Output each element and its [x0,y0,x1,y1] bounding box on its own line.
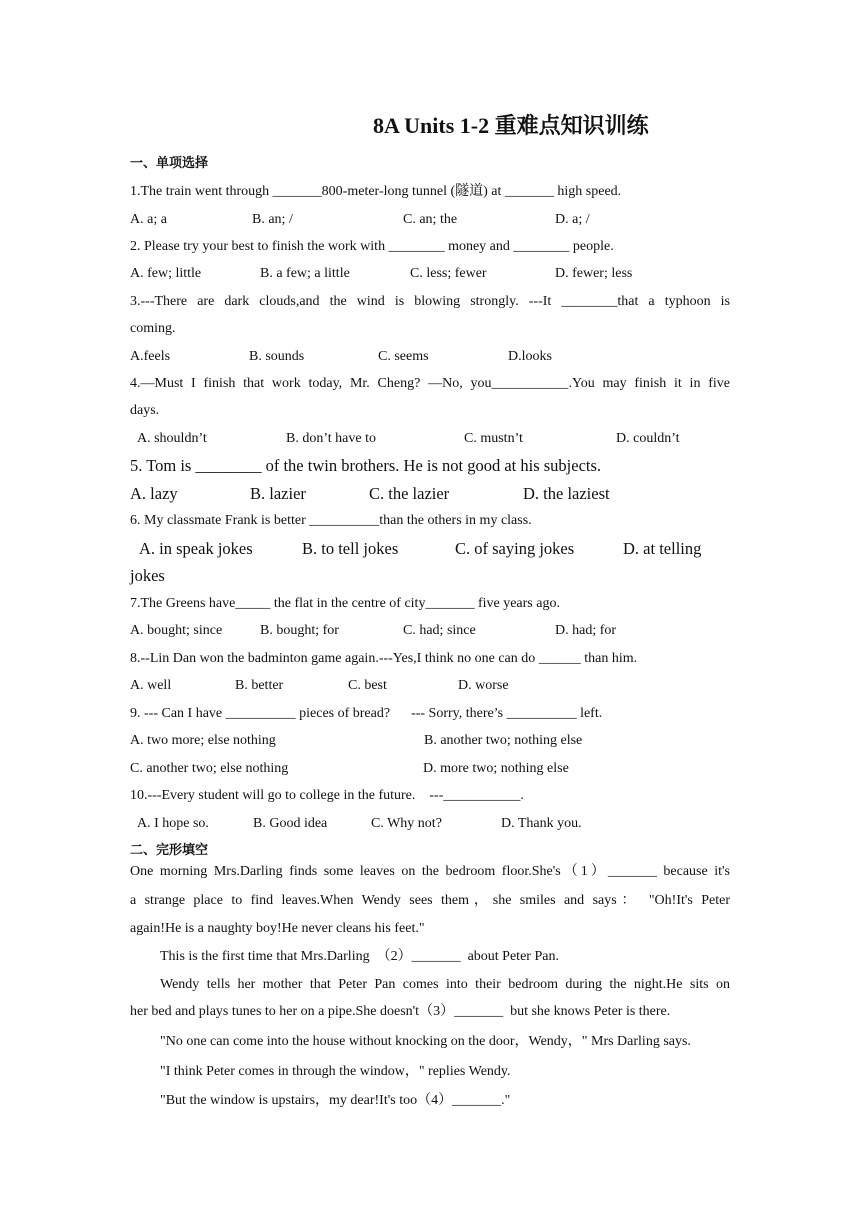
question-2-option-a: A. few; little [130,266,202,281]
section-heading-single-choice: 一、单项选择 [130,156,209,171]
question-10-option-b: B. Good idea [253,816,328,831]
question-7-stem: 7.The Greens have_____ the flat in the centre of city_______ five years ago. [130,596,560,611]
question-7-option-d: D. had; for [555,623,617,638]
passage-line-2: a strange place to find leaves.When Wendy sees them，she smiles and says： "Oh!It's Peter [130,893,730,908]
question-6-option-b: B. to tell jokes [302,539,399,558]
passage-line-6: her bed and plays tunes to her on a pipe.She doesn't（3）_______ but she knows Peter is there. [130,1004,671,1019]
question-3-stem: 3.---There are dark clouds,and the wind is blowing strongly. ---It ________that a typhoon is [130,294,730,309]
passage-line-1: One morning Mrs.Darling finds some leaves on the bedroom floor.She's（1）_______ because it's [130,864,730,879]
question-2-option-b: B. a few; a little [260,266,350,281]
question-7-option-b: B. bought; for [260,623,339,638]
question-4-option-c: C. mustn’t [464,431,523,446]
section-heading-cloze: 二、完形填空 [130,843,209,858]
question-2-stem: 2. Please try your best to finish the work with ________ money and ________ people. [130,239,614,254]
question-10-option-c: C. Why not? [371,816,442,831]
question-3-option-c: C. seems [378,349,429,364]
question-2-option-c: C. less; fewer [410,266,487,281]
question-8-option-c: C. best [348,678,387,693]
question-5-option-c: C. the lazier [369,484,450,503]
question-1-option-d: D. a; / [555,212,590,227]
question-5-stem: 5. Tom is ________ of the twin brothers. He is not good at his subjects. [130,456,602,475]
question-10-option-a: A. I hope so. [137,816,209,831]
page-title: 8A Units 1-2 重难点知识训练 [373,113,649,138]
question-5-option-a: A. lazy [130,484,178,503]
question-4-option-b: B. don’t have to [286,431,376,446]
question-10-stem: 10.---Every student will go to college in the future. ---___________. [130,788,524,803]
question-10-option-d: D. Thank you. [501,816,582,831]
question-6-option-d-continued: jokes [130,566,165,585]
passage-line-4: This is the first time that Mrs.Darling （2）_______ about Peter Pan. [160,949,559,964]
question-6-option-a: A. in speak jokes [139,539,253,558]
question-1-stem: 1.The train went through _______800-meter-long tunnel (隧道) at _______ high speed. [130,184,622,199]
passage-line-9: "But the window is upstairs，my dear!It's too（4）_______." [160,1093,511,1108]
question-5-option-b: B. lazier [250,484,306,503]
question-3-option-b: B. sounds [249,349,305,364]
question-4-stem: 4.—Must I finish that work today, Mr. Cheng? —No, you___________.You may finish it in five [130,376,730,391]
question-6-option-d: D. at telling [623,539,702,558]
question-3-option-d: D.looks [508,349,552,364]
question-9-option-a: A. two more; else nothing [130,733,276,748]
question-3-stem-continued: coming. [130,321,176,336]
question-1-option-b: B. an; / [252,212,293,227]
question-6-option-c: C. of saying jokes [455,539,575,558]
question-6-stem: 6. My classmate Frank is better __________than the others in my class. [130,513,532,528]
question-9-option-c: C. another two; else nothing [130,761,289,776]
question-8-option-d: D. worse [458,678,509,693]
question-3-option-a: A.feels [130,349,171,364]
question-9-option-d: D. more two; nothing else [423,761,569,776]
question-2-option-d: D. fewer; less [555,266,633,281]
question-7-option-a: A. bought; since [130,623,223,638]
question-8-stem: 8.--Lin Dan won the badminton game again.---Yes,I think no one can do ______ than him. [130,651,638,666]
question-9-option-b: B. another two; nothing else [424,733,583,748]
passage-line-3: again!He is a naughty boy!He never cleans his feet." [130,921,425,936]
question-4-stem-continued: days. [130,403,160,418]
question-4-option-d: D. couldn’t [616,431,680,446]
question-8-option-b: B. better [235,678,284,693]
passage-line-7: "No one can come into the house without knocking on the door，Wendy，" Mrs Darling says. [160,1034,691,1049]
question-4-option-a: A. shouldn’t [137,431,207,446]
question-7-option-c: C. had; since [403,623,476,638]
passage-line-8: "I think Peter comes in through the window，" replies Wendy. [160,1064,511,1079]
question-1-option-a: A. a; a [130,212,167,227]
passage-line-5: Wendy tells her mother that Peter Pan comes into their bedroom during the night.He sits on [160,977,730,992]
question-1-option-c: C. an; the [403,212,458,227]
question-9-stem: 9. --- Can I have __________ pieces of bread? --- Sorry, there’s __________ left. [130,706,603,721]
question-8-option-a: A. well [130,678,172,693]
question-5-option-d: D. the laziest [523,484,610,503]
